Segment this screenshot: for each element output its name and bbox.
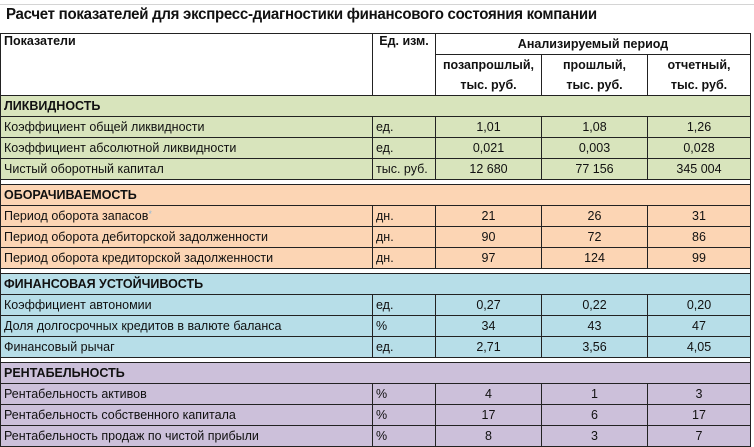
unit-cell: % — [373, 405, 436, 426]
table-row — [1, 117, 751, 138]
indicator-cell — [1, 426, 373, 447]
value-prev2: 34 — [436, 316, 542, 337]
indicator-cell — [1, 138, 373, 159]
unit-cell: ед. — [373, 295, 436, 316]
value-prev: 1,08 — [542, 117, 648, 138]
indicator-cell — [1, 405, 373, 426]
indicator-cell — [1, 117, 373, 138]
page-title: Расчет показателей для экспресс-диагностики финансового состояния компании — [6, 6, 597, 23]
header-col-3: отчетный, — [648, 55, 751, 76]
value-prev: 1 — [542, 384, 648, 405]
section-header-row — [1, 96, 751, 117]
header-col-2-unit: тыс. руб. — [542, 75, 648, 96]
section-header-row — [1, 274, 751, 295]
value-current: 345 004 — [648, 159, 751, 180]
value-current: 0,20 — [648, 295, 751, 316]
header-col-2: прошлый, — [542, 55, 648, 76]
indicator-label: Финансовый рычаг — [4, 340, 115, 354]
value-prev2: 4 — [436, 384, 542, 405]
unit-cell: ед. — [373, 337, 436, 358]
value-current: 47 — [648, 316, 751, 337]
value-prev: 43 — [542, 316, 648, 337]
value-prev2: 97 — [436, 248, 542, 269]
table-row — [1, 337, 751, 358]
indicator-cell — [1, 337, 373, 358]
value-current: 99 — [648, 248, 751, 269]
value-prev: 124 — [542, 248, 648, 269]
section-title: ФИНАНСОВАЯ УСТОЙЧИВОСТЬ — [1, 274, 751, 295]
value-prev: 77 156 — [542, 159, 648, 180]
value-current: 3 — [648, 384, 751, 405]
value-prev2: 17 — [436, 405, 542, 426]
value-prev2: 0,27 — [436, 295, 542, 316]
indicator-label: Период оборота кредиторской задолженности — [4, 251, 274, 265]
header-period: Анализируемый период — [436, 34, 751, 55]
unit-cell: ед. — [373, 117, 436, 138]
value-current: 86 — [648, 227, 751, 248]
header-col-1-unit: тыс. руб. — [436, 75, 542, 96]
indicator-label: Коэффициент общей ликвидности — [4, 120, 205, 134]
value-current: 1,26 — [648, 117, 751, 138]
value-current: 17 — [648, 405, 751, 426]
indicator-label: Рентабельность собственного капитала — [4, 408, 236, 422]
indicator-label: Рентабельность активов — [4, 387, 147, 401]
value-prev2: 2,71 — [436, 337, 542, 358]
unit-cell: тыс. руб. — [373, 159, 436, 180]
footnote-mark: * — [148, 209, 152, 219]
value-prev: 3 — [542, 426, 648, 447]
indicator-cell — [1, 316, 373, 337]
value-prev2: 0,021 — [436, 138, 542, 159]
indicators-table — [0, 33, 751, 447]
value-prev: 72 — [542, 227, 648, 248]
value-current: 0,028 — [648, 138, 751, 159]
table-row — [1, 426, 751, 447]
header-unit: Ед. изм. — [373, 34, 436, 96]
value-prev2: 8 — [436, 426, 542, 447]
indicator-cell — [1, 159, 373, 180]
table-row — [1, 138, 751, 159]
indicator-cell — [1, 295, 373, 316]
value-prev: 6 — [542, 405, 648, 426]
indicator-label: Коэффициент абсолютной ликвидности — [4, 141, 237, 155]
value-prev2: 21 — [436, 206, 542, 227]
indicator-label: Чистый оборотный капитал — [4, 162, 164, 176]
section-title: ЛИКВИДНОСТЬ — [1, 96, 751, 117]
unit-cell: % — [373, 384, 436, 405]
indicator-label: Коэффициент автономии — [4, 298, 152, 312]
header-col-1: позапрошлый, — [436, 55, 542, 76]
indicator-cell — [1, 206, 373, 227]
table-row — [1, 405, 751, 426]
indicator-label: Доля долгосрочных кредитов в валюте баланса — [4, 319, 282, 333]
indicator-label: Период оборота дебиторской задолженности — [4, 230, 268, 244]
unit-cell: дн. — [373, 248, 436, 269]
sheet-gridline — [0, 0, 754, 5]
header-indicator: Показатели — [1, 34, 373, 96]
unit-cell: % — [373, 316, 436, 337]
value-prev2: 12 680 — [436, 159, 542, 180]
table-row — [1, 316, 751, 337]
table-row — [1, 159, 751, 180]
section-header-row — [1, 363, 751, 384]
section-title: ОБОРАЧИВАЕМОСТЬ — [1, 185, 751, 206]
table-row — [1, 227, 751, 248]
value-prev: 26 — [542, 206, 648, 227]
value-current: 4,05 — [648, 337, 751, 358]
section-title: РЕНТАБЕЛЬНОСТЬ — [1, 363, 751, 384]
section-header-row — [1, 185, 751, 206]
table-row — [1, 248, 751, 269]
indicator-cell — [1, 384, 373, 405]
value-prev: 0,22 — [542, 295, 648, 316]
unit-cell: дн. — [373, 227, 436, 248]
indicator-cell — [1, 227, 373, 248]
table-row — [1, 384, 751, 405]
table-row — [1, 295, 751, 316]
value-prev2: 90 — [436, 227, 542, 248]
unit-cell: ед. — [373, 138, 436, 159]
value-current: 7 — [648, 426, 751, 447]
indicator-label: Период оборота запасов — [4, 209, 149, 223]
value-current: 31 — [648, 206, 751, 227]
value-prev: 3,56 — [542, 337, 648, 358]
value-prev: 0,003 — [542, 138, 648, 159]
indicator-cell — [1, 248, 373, 269]
unit-cell: дн. — [373, 206, 436, 227]
header-col-3-unit: тыс. руб. — [648, 75, 751, 96]
indicator-label: Рентабельность продаж по чистой прибыли — [4, 429, 259, 443]
value-prev2: 1,01 — [436, 117, 542, 138]
table-row — [1, 206, 751, 227]
unit-cell: % — [373, 426, 436, 447]
